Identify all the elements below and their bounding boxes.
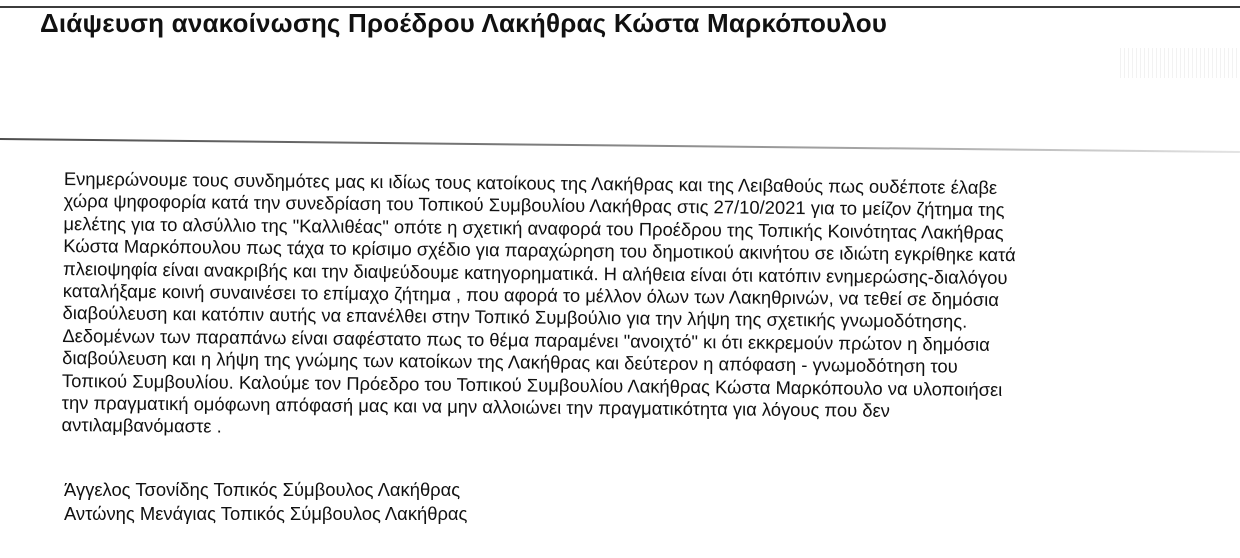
body-line: αντιλαμβανόμαστε . bbox=[61, 414, 222, 437]
body-line: διαβούλευση και κατόπιν αυτής να επανέλθει στην Τοπικό Συμβούλιο για την λήψη της σχετικής γνωμοδότησης. bbox=[62, 302, 968, 333]
scan-noise bbox=[1120, 48, 1240, 78]
body-line: μελέτης για το αλσύλλιο της "Καλλιθέας" οπότε η σχετική αναφορά του Προέδρου της Τοπικής Κοινότητας Λακήθρας bbox=[63, 212, 1004, 243]
body-line: Τοπικού Συμβουλίου. Καλούμε τον Πρόεδρο του Τοπικού Συμβουλίου Λακήθρας Κώστα Μαρκόπουλο να υλοποιήσει bbox=[61, 369, 1003, 400]
document-title: Διάψευση ανακοίνωσης Προέδρου Λακήθρας Κώστα Μαρκόπουλου bbox=[40, 8, 888, 38]
body-line: καταλήξαμε κοινή συναινέσει το επίμαχο ζήτημα , που αφορά το μέλλον όλων των Λακηθρινών, να τεθεί σε δημόσια bbox=[62, 280, 1000, 311]
body-line: Δεδομένων των παραπάνω είναι σαφέστατο πως το θέμα παραμένει "ανοιχτό" κι ότι εκκρεμούν πρώτον η δημόσια bbox=[62, 324, 990, 355]
body-line: Κώστα Μαρκόπουλου πως τάχα το κρίσιμο σχέδιο για παραχώρηση του δημοτικού ακινήτου σε ιδιώτη εγκρίθηκε κατά bbox=[63, 235, 1016, 266]
body-line: πλειοψηφία είναι ανακριβής και την διαψεύδουμε κατηγορηματικά. Η αλήθεια είναι ότι κατόπιν ενημερώσης-διαλόγου bbox=[62, 257, 1008, 288]
signature-line: Άγγελος Τσονίδης Τοπικός Σύμβουλος Λακήθρας bbox=[64, 479, 461, 500]
document-body bbox=[61, 168, 1194, 448]
signature-line: Αντώνης Μενάγιας Τοπικός Σύμβουλος Λακήθρας bbox=[64, 503, 468, 524]
body-line: Ενημερώνουμε τους συνδημότες μας κι ιδίως τους κατοίκους της Λακήθρας και της Λειβαθούς πως ουδέποτε έλαβε bbox=[63, 168, 998, 198]
body-line: διαβούλευση και η λήψη της γνώμης των κατοίκων της Λακήθρας και δεύτερον η απόφαση - γνωμοδότηση του bbox=[62, 347, 958, 377]
body-line: την πραγματική ομόφωνη απόφασή μας και να μην αλλοιώνει την πραγματικότητα για λόγους που δεν bbox=[61, 392, 891, 422]
body-line: χώρα ψηφοφορία κατά την συνεδρίαση του Τοπικού Συμβουλίου Λακήθρας στις 27/10/2021 για το μείζον ζήτημα της bbox=[63, 190, 1005, 221]
scan-divider-line bbox=[0, 138, 1240, 153]
